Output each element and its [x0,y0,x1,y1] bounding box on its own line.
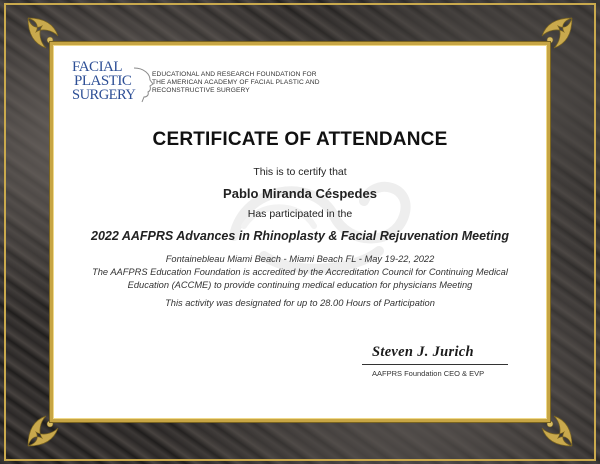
signatory-title: AAFPRS Foundation CEO & EVP [372,369,485,378]
participated-text: Has participated in the [247,208,353,220]
logo-text-line: SURGERY [72,87,136,103]
certify-text: This is to certify that [253,166,347,178]
accreditation-text: The AAFPRS Education Foundation is accredited by the Accreditation Council for Continuing Medical [92,267,508,277]
recipient-name: Pablo Miranda Céspedes [223,186,377,201]
logo-text-line: FACIAL [72,59,123,75]
signature: Steven J. Jurich [372,344,474,360]
hours-statement: This activity was designated for up to 28.00 Hours of Participation [165,298,435,308]
foundation-name: EDUCATIONAL AND RESEARCH FOUNDATION FOR THE AMERICAN ACADEMY OF FACIAL PLASTIC AND RECONSTRUCTIVE SURGERY [152,71,320,94]
meeting-title: 2022 AAFPRS Advances in Rhinoplasty & Facial Rejuvenation Meeting [91,229,509,243]
meeting-location: Fontainebleau Miami Beach - Miami Beach FL - May 19-22, 2022 [165,254,435,264]
signature-line [362,364,508,365]
logo-text-line: PLASTIC [74,73,132,89]
accreditation-text: Education (ACCME) to provide continuing medical education for physicians Meeting [127,280,473,290]
certificate-title: CERTIFICATE OF ATTENDANCE [152,129,448,150]
facial-plastic-surgery-logo [72,60,144,104]
